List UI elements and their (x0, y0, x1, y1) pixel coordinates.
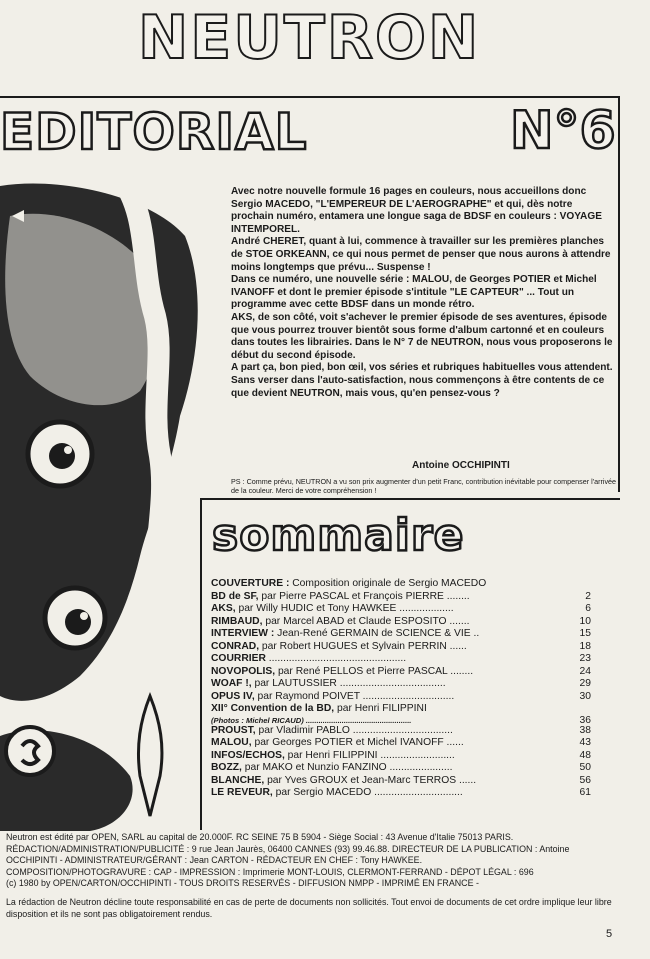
toc-entry (211, 666, 591, 679)
toc-entry (211, 750, 591, 763)
toc-page: 15 (579, 628, 591, 639)
editorial-frame-top (0, 96, 620, 98)
toc-title: BD de SF, (211, 590, 259, 602)
toc-page: 29 (579, 678, 591, 689)
editorial-paragraph: Avec notre nouvelle formule 16 pages en couleurs, nous accueillons donc Sergio MACEDO, "L'EMPEREUR DE L'AEROGRAPHE" et qui, dès notre prochain numéro, entamera une longue saga de BDSF en couleurs : VOYAGE INTEMPOREL. (231, 186, 602, 235)
issue-number: N°6 (510, 101, 616, 161)
toc-entry (211, 787, 591, 800)
toc-entry (211, 725, 591, 738)
toc-page: 23 (579, 653, 591, 664)
toc-credits: par Henri FILIPPINI (334, 703, 427, 714)
imprint-line: (c) 1980 by OPEN/CARTON/OCCHIPINTI - TOUS DROITS RESERVÉS - DIFFUSION NMPP - IMPRIMÉ EN FRANCE - (6, 878, 479, 888)
toc-title: AKS, (211, 603, 236, 614)
toc-entry (211, 591, 591, 604)
toc-title: BLANCHE, (211, 774, 265, 786)
editorial-paragraph: Sans verser dans l'auto-satisfaction, nous commençons à être contents de ce que devient NEUTRON, mais vous, qu'en pensez-vous ? (231, 374, 605, 399)
toc-entry (211, 653, 591, 666)
toc-page: 38 (579, 724, 591, 736)
toc-title: LE REVEUR, (211, 787, 273, 798)
editorial-text (231, 186, 617, 400)
toc-page: 50 (579, 762, 591, 773)
editorial-heading: EDITORIAL (0, 103, 308, 161)
editorial-paragraph: AKS, de son côté, voit s'achever le premier épisode de ses aventures, épisode que vous pourrez trouver bientôt sous forme d'album cartonné et en couleurs dans toutes les librairies. Dans le N° 7 de NEUTRON, nous vous proposerons le début du second épisode. (231, 311, 613, 361)
toc-title: NOVOPOLIS, (211, 665, 276, 677)
toc-credits: par Willy HUDIC et Tony HAWKEE ................... (235, 603, 454, 614)
editorial-disclaimer: La rédaction de Neutron décline toute responsabilité en cas de perte de documents non sollicités. Tout envoi de documents de cet ordre implique leur libre disposition et ils ne sont pas obligatoirement rendus. (6, 897, 612, 919)
toc-title: WOAF !, (211, 678, 252, 689)
table-of-contents (211, 578, 591, 800)
toc-page: 43 (579, 737, 591, 748)
toc-entry (211, 578, 591, 591)
toc-page: 30 (579, 690, 591, 702)
toc-credits: par Robert HUGUES et Sylvain PERRIN ...... (259, 640, 467, 652)
toc-title: COURRIER (211, 653, 266, 664)
editorial-ps: PS : Comme prévu, NEUTRON a vu son prix augmenter d'un petit Franc, contribution inévitable pour compenser l'arrivée de la couleur. Merci de votre compréhension ! (231, 477, 617, 495)
toc-title: BOZZ, (211, 762, 242, 773)
photo-credit-text: (Photos : Michel RICAUD) .................................................. (211, 715, 412, 725)
toc-credits: par LAUTUSSIER ..................................... (251, 678, 446, 689)
toc-page: 24 (579, 665, 591, 677)
toc-credits: par Henri FILIPPINI .......................... (284, 749, 455, 761)
toc-entry (211, 678, 591, 691)
toc-page: 56 (579, 774, 591, 786)
toc-entry (211, 603, 591, 616)
editorial-paragraph: A part ça, bon pied, bon œil, vos séries et rubriques habituelles vous attendent. (231, 362, 613, 374)
toc-photo-credit (211, 716, 591, 725)
toc-credits: par Raymond POIVET ................................ (254, 690, 455, 702)
toc-page: 6 (585, 603, 591, 614)
toc-entry (211, 737, 591, 750)
editorial-paragraph: André CHERET, quant à lui, commence à travailler sur les premières planches de STOE ORKEANN, ce qui nous permet de penser que nous aurons à attendre moins longtemps que prévu... Suspense ! (231, 236, 611, 273)
editorial-paragraph: Dans ce numéro, une nouvelle série : MALOU, de Georges POTIER et Michel IVANOFF et dont le premier épisode s'intitule "LE CAPTEUR" ... Tout un programme avec cette BDSF dans un monde rétro. (231, 274, 597, 311)
toc-entry (211, 616, 591, 629)
magazine-masthead: NEUTRON (138, 3, 481, 73)
toc-entry (211, 628, 591, 641)
toc-credits: par Georges POTIER et Michel IVANOFF ...... (251, 737, 464, 748)
toc-title: PROUST, (211, 724, 256, 736)
toc-credits: par Sergio MACEDO ............................... (272, 787, 463, 798)
toc-page: 18 (579, 640, 591, 652)
toc-title: RIMBAUD, (211, 615, 263, 627)
page-number: 5 (606, 928, 613, 940)
toc-page: 2 (585, 590, 591, 602)
toc-page: 10 (579, 615, 591, 627)
imprint-line: COMPOSITION/PHOTOGRAVURE : CAP - IMPRESSION : Imprimerie MONT-LOUIS, CLERMONT-FERRAND - DÉPOT LÉGAL : 696 (6, 866, 534, 877)
toc-title: MALOU, (211, 737, 252, 748)
toc-title: INTERVIEW : (211, 628, 275, 639)
toc-credits: Composition originale de Sergio MACEDO (289, 578, 487, 589)
toc-page: 36 (579, 714, 591, 726)
imprint-line: Neutron est édité par OPEN, SARL au capital de 20.000F. RC SEINE 75 B 5904 - Siège Social : 43 Avenue d'Italie 75013 PARIS. RÉDACTION/ADMINISTRATION/PUBLICITÉ : 9 rue Jean Jaurès, 06400 CANNES (93) 99.46.88. DIRECTEUR DE LA PUBLICATION : Antoine OCCHIPINTI - ADMINISTRATEUR/GÉRANT : Jean CARTON - RÉDACTEUR EN CHEF : Tony HAWKEE. (6, 832, 570, 865)
toc-credits: par Pierre PASCAL et François PIERRE ........ (258, 590, 470, 602)
toc-title: XII° Convention de la BD, (211, 703, 335, 714)
toc-credits: ................................................ (265, 653, 407, 664)
toc-page: 61 (579, 787, 591, 798)
toc-entry (211, 775, 591, 788)
toc-entry (211, 641, 591, 654)
toc-page: 48 (579, 749, 591, 761)
editorial-frame-right (618, 96, 620, 492)
toc-entry (211, 691, 591, 704)
toc-title: COUVERTURE : (211, 578, 290, 589)
editorial-signature: Antoine OCCHIPINTI (412, 460, 510, 471)
toc-entry (211, 762, 591, 775)
toc-entry (211, 703, 591, 716)
toc-credits: par Vladimir PABLO ................................... (255, 724, 453, 736)
toc-credits: par René PELLOS et Pierre PASCAL ........ (275, 665, 474, 677)
toc-credits: par Yves GROUX et Jean-Marc TERROS ...... (264, 774, 477, 786)
toc-credits: par MAKO et Nunzio FANZINO ...................... (241, 762, 453, 773)
alien-illustration (0, 176, 200, 831)
publication-imprint (6, 832, 614, 890)
toc-credits: par Marcel ABAD et Claude ESPOSITO ....... (262, 615, 470, 627)
sommaire-heading: sommaire (212, 510, 465, 561)
toc-title: OPUS IV, (211, 690, 255, 702)
toc-credits: Jean-René GERMAIN de SCIENCE & VIE .. (274, 628, 480, 639)
toc-title: CONRAD, (211, 640, 260, 652)
toc-title: INFOS/ECHOS, (211, 749, 285, 761)
